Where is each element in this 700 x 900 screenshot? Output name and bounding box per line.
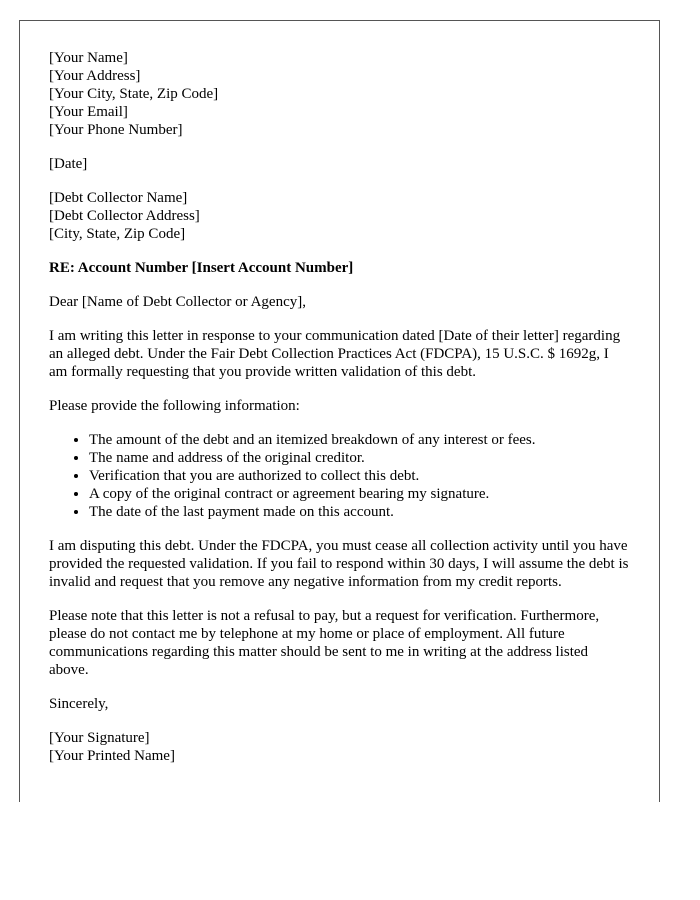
salutation: Dear [Name of Debt Collector or Agency], bbox=[49, 294, 306, 310]
note-paragraph: Please note that this letter is not a refusal to pay, but a request for verification. Furthermore, please do not contact me by telephone at my home or place of employment. All future communications regarding this matter should be sent to me in writing at the address listed above. bbox=[49, 608, 600, 678]
recipient-name: [Debt Collector Name] bbox=[49, 190, 188, 206]
signature-block bbox=[49, 729, 630, 765]
intro-paragraph: I am writing this letter in response to your communication dated [Date of their letter] regarding an alleged debt. Under the Fair Debt Collection Practices Act (FDCPA), 15 U.S.C. $ 1692g, I am formally requesting that you provide written validation of this debt. bbox=[49, 328, 621, 380]
sender-city-state-zip: [Your City, State, Zip Code] bbox=[49, 86, 219, 102]
list-item: • The name and address of the original creditor. bbox=[89, 449, 630, 467]
sender-block bbox=[49, 49, 630, 139]
requested-items-list bbox=[49, 431, 630, 521]
sender-name: [Your Name] bbox=[49, 50, 128, 66]
date-block bbox=[49, 155, 630, 173]
list-item: • Verification that you are authorized to collect this debt. bbox=[89, 467, 630, 485]
recipient-block bbox=[49, 189, 630, 243]
letter-page bbox=[19, 20, 660, 802]
list-item: • The amount of the debt and an itemized breakdown of any interest or fees. bbox=[89, 431, 630, 449]
sender-phone: [Your Phone Number] bbox=[49, 122, 183, 138]
letter-date: [Date] bbox=[49, 156, 88, 172]
dispute-paragraph: I am disputing this debt. Under the FDCPA, you must cease all collection activity until you have provided the requested validation. If you fail to respond within 30 days, I will assume the debt is invalid and request that you remove any negative information from my credit reports. bbox=[49, 538, 629, 590]
subject-line: RE: Account Number [Insert Account Number] bbox=[49, 260, 354, 276]
recipient-address: [Debt Collector Address] bbox=[49, 208, 200, 224]
closing: Sincerely, bbox=[49, 696, 109, 712]
sender-email: [Your Email] bbox=[49, 104, 128, 120]
list-intro: Please provide the following information: bbox=[49, 398, 300, 414]
printed-name: [Your Printed Name] bbox=[49, 748, 175, 764]
list-item: • The date of the last payment made on this account. bbox=[89, 503, 630, 521]
sender-address: [Your Address] bbox=[49, 68, 141, 84]
signature: [Your Signature] bbox=[49, 730, 150, 746]
list-item: • A copy of the original contract or agreement bearing my signature. bbox=[89, 485, 630, 503]
recipient-city-state-zip: [City, State, Zip Code] bbox=[49, 226, 186, 242]
